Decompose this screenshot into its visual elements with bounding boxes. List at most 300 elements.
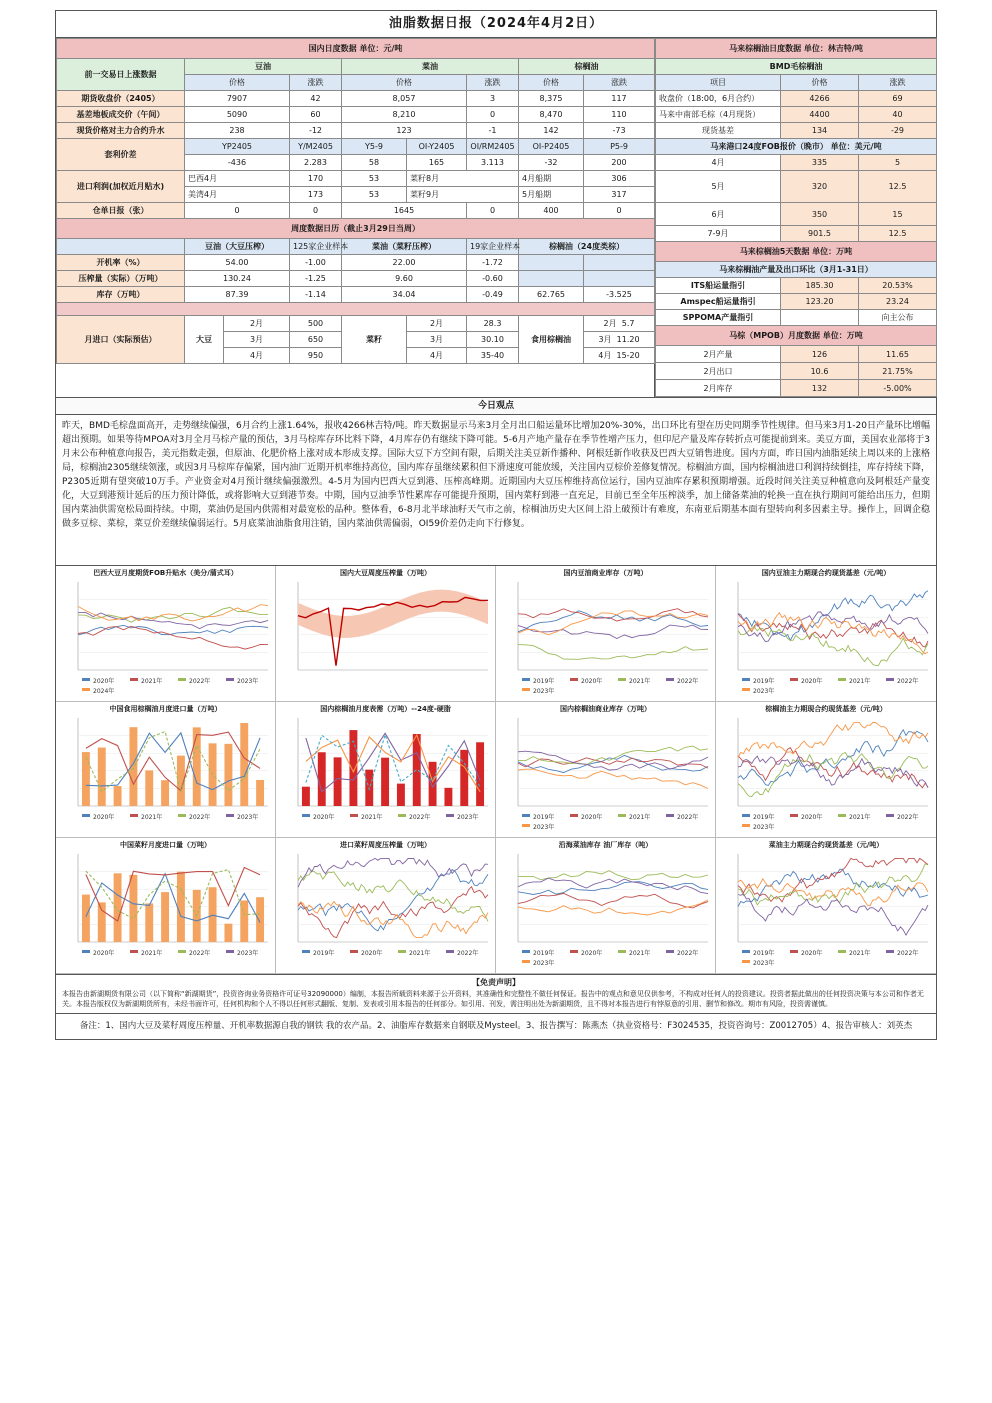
weekly-row: [57, 287, 655, 303]
legend-label: 2021年: [849, 814, 871, 821]
row-receipt: [57, 203, 655, 219]
legend-swatch: [82, 814, 90, 817]
cell: 2.283: [290, 155, 342, 171]
legend-swatch: [226, 814, 234, 817]
cell: 1645: [342, 203, 467, 219]
weekly-sub: 19家企业样本: [467, 239, 519, 255]
legend-swatch: [742, 814, 750, 817]
bar: [224, 924, 232, 942]
cell: Y/M2405: [290, 139, 342, 155]
cell: 34.04: [342, 287, 467, 303]
cell: 165: [407, 155, 467, 171]
chart-panel: [716, 566, 936, 702]
legend-label: 2023年: [533, 824, 555, 831]
series-line: [518, 893, 708, 908]
legend-label: 2019年: [533, 950, 555, 957]
row-label: 马来中南部毛棕（4月现货）: [656, 107, 781, 123]
bar: [161, 892, 169, 942]
bar: [82, 752, 90, 806]
fob-row: [656, 226, 937, 242]
cell: 62.765: [519, 287, 584, 303]
legend-label: 2020年: [801, 950, 823, 957]
cell: 238: [185, 123, 290, 139]
legend-swatch: [666, 678, 674, 681]
chart-title: 菜油主力期现合约现货基差（元/吨）: [768, 841, 884, 849]
cell: 10.6: [781, 363, 859, 380]
legend-label: 2020年: [801, 678, 823, 685]
legend-swatch: [666, 950, 674, 953]
chg-head: 涨跌: [859, 75, 937, 91]
price-head: 价格: [519, 75, 584, 91]
bar: [256, 780, 264, 806]
series-line: [518, 746, 708, 765]
price-head: 价格: [342, 75, 467, 91]
row-label: 收盘价（18:00，6月合约）: [656, 91, 781, 107]
bmd-row: [656, 107, 937, 123]
cell: 306: [584, 171, 655, 187]
domestic-pane: [56, 38, 655, 397]
cell: [584, 348, 655, 364]
cell: 12.5: [859, 226, 937, 242]
legend-label: 2019年: [753, 678, 775, 685]
malaysia-pane: [655, 38, 936, 397]
series-line: [298, 858, 488, 887]
legend-swatch: [446, 814, 454, 817]
legend-swatch: [302, 950, 310, 953]
cell: 110: [584, 107, 655, 123]
chart-panel: [56, 566, 276, 702]
chart-svg: [496, 702, 716, 838]
legend-label: 2021年: [849, 678, 871, 685]
legend-label: 2020年: [581, 950, 603, 957]
legend-label: 2021年: [141, 950, 163, 957]
legend-label: 2022年: [457, 950, 479, 957]
cell: -1.72: [467, 255, 519, 271]
legend-label: 2020年: [93, 814, 115, 821]
cell: Y5-9: [342, 139, 407, 155]
bar: [177, 872, 185, 942]
legend-label: 2021年: [409, 950, 431, 957]
cell: 335: [781, 155, 859, 171]
data-tables: [56, 38, 936, 397]
report-title: 油脂数据日报（2024年4月2日）: [56, 11, 936, 38]
row-label: 进口利润(加权近月贴水): [57, 171, 185, 203]
cell: 5月船期: [519, 187, 584, 203]
chart-svg: [56, 566, 276, 702]
view-text: 昨天，BMD毛棕盘面高开，走势继续偏强，6月合约上涨1.64%，报收4266林吉特/吨。昨天数据显示马来3月全月出口船运量环比增加20%-30%，出口环比有望在历史同期季节性规律。但马来3月1-20日产量环比增幅超出预期。如果等待MPOA对3月全月马棕产量的预估，3月马棕库存环比料下降，4月库存仍有继续下降可能。5-6月产地产量存在季节性增产压力，但印尼产量及库存转折点可能提前到来。美豆方面，美国农业部将于3月末公布种植意向报告，美元指数走强，但原油、化肥价格上涨对成本形成支撑。国际大豆下方空间有限，后期关注美豆新作播种、阿根廷新作收获及巴西大豆销售进度。国内方面，昨日国内油脂延续上周以来的上涨格局，棕榈油2305继续领涨，或因3月马棕库存偏紧，国内油厂近期开机率维持高位，国内库存虽继续累积但下滑速度可能放缓，关注国内豆棕价差修复情况。棕榈油方面，国内棕榈油进口利润持续倒挂，库存持续下降，P2305近期有望突破10万手。产业资金对4月预计继续偏强激烈。4-5月为国内巴西大豆到港、压榨高峰期。近期国内大豆压榨维持高位运行，国内豆油库存累积预期增强。近段时间关注美豆种植意向及阿根廷产量变化，大豆到港预计延后的压力预计降低，或将影响大豆到港节奏。中期，国内豆油季节性累库存可能提升预期，国内菜籽到港一直充足，目前已至全年压榨淡季，加上储备菜油的轮换一直在执行期间可能给出压力，但期国内菜油供需宽松局面持续。中期，菜油仍是国内供需相对最宽松的品种。整体看，6-8月北半球油籽天气市之前，棕榈油历史大区间上沿上破预计有难度，东南亚后期基本面有望转向利多因素主导。操作上，回调企稳做多豆棕、菜棕，菜豆价差继续偏弱运行。5月底菜油油脂食用注销，国内菜油供需偏弱，OI59价差仍走向下行修复。: [62, 421, 930, 529]
cell: 4月: [224, 348, 290, 364]
chart-svg: [716, 566, 936, 702]
disclaimer: [56, 974, 936, 1013]
legend-swatch: [522, 678, 530, 681]
cell: 950: [290, 348, 342, 364]
legend-swatch: [82, 950, 90, 953]
chart-panel: [496, 838, 716, 974]
chart-svg: [496, 838, 716, 974]
legend-swatch: [570, 814, 578, 817]
legend-swatch: [742, 688, 750, 691]
row-label: 开机率（%）: [57, 255, 185, 271]
cell: 0: [467, 203, 519, 219]
row-basis: [57, 107, 655, 123]
row-label: 期货收盘价（2405）: [57, 91, 185, 107]
chart-panel: [276, 838, 496, 974]
malaysia-table: [655, 38, 937, 397]
legend-label: 2021年: [141, 814, 163, 821]
bar: [145, 770, 153, 806]
row-futures: [57, 91, 655, 107]
legend-swatch: [570, 678, 578, 681]
legend-swatch: [618, 950, 626, 953]
series-line: [518, 900, 708, 915]
legend-label: 2020年: [581, 814, 603, 821]
legend-label: 2022年: [897, 950, 919, 957]
row-label: 2月产量: [656, 346, 781, 363]
prod-header: 马来棕榈油5天数据 单位：万吨: [656, 242, 937, 262]
cell: 菜籽8月: [407, 171, 519, 187]
legend-swatch: [226, 678, 234, 681]
cell: [781, 310, 859, 326]
cell: 5: [859, 155, 937, 171]
bar: [98, 902, 106, 942]
legend-swatch: [838, 814, 846, 817]
price-head: 价格: [185, 75, 290, 91]
value: 5.7: [621, 319, 635, 328]
spacer: [57, 303, 655, 316]
bar: [129, 875, 137, 942]
bar: [256, 897, 264, 942]
cell: OI-Y2405: [407, 139, 467, 155]
row-spot: [57, 123, 655, 139]
cell: -5.00%: [859, 380, 937, 397]
cell: [519, 255, 584, 271]
cell: -12: [290, 123, 342, 139]
legend-label: 2019年: [313, 950, 335, 957]
cell: -0.49: [467, 287, 519, 303]
cell: 170: [290, 171, 342, 187]
chart-title: 国内豆油主力期现合约现货基差（元/吨）: [761, 569, 891, 577]
legend-swatch: [130, 950, 138, 953]
monthly-rape: 菜籽: [342, 316, 407, 364]
cell: 8,375: [519, 91, 584, 107]
legend-swatch: [790, 678, 798, 681]
cell: 0: [290, 203, 342, 219]
legend-swatch: [886, 814, 894, 817]
chart-svg: [276, 566, 496, 702]
cell: 9.60: [342, 271, 467, 287]
chart-panel: [716, 702, 936, 838]
chart-title: 国内豆油商业库存（万吨）: [563, 569, 648, 577]
cell: 123.20: [781, 294, 859, 310]
legend-swatch: [178, 814, 186, 817]
chart-title: 巴西大豆月度期货FOB升贴水（美分/蒲式耳）: [93, 569, 238, 577]
bmd-label: BMD毛棕榈油: [656, 59, 937, 75]
chart-title: 进口菜籽周度压榨量（万吨）: [340, 841, 431, 849]
legend-label: 2024年: [93, 688, 115, 695]
cell: 12.5: [859, 171, 937, 203]
chart-title: 国内大豆周度压榨量（万吨）: [340, 569, 431, 577]
cell: 130.24: [185, 271, 290, 287]
month: 2月: [603, 319, 617, 328]
legend-label: 2022年: [189, 814, 211, 821]
mpob-row: [656, 346, 937, 363]
legend-label: 2022年: [897, 678, 919, 685]
malaysia-header: 马来棕榈油日度数据 单位：林吉特/吨: [656, 39, 937, 59]
legend-swatch: [350, 814, 358, 817]
domestic-table: [56, 38, 655, 364]
series-line: [298, 870, 488, 931]
legend-swatch: [398, 814, 406, 817]
series-line: [738, 722, 928, 757]
chart-svg: [56, 702, 276, 838]
legend-label: 2023年: [753, 960, 775, 967]
cell: 7907: [185, 91, 290, 107]
item-head: 项目: [656, 75, 781, 91]
row-label: 库存（万吨）: [57, 287, 185, 303]
chart-svg: [496, 566, 716, 702]
legend-swatch: [130, 678, 138, 681]
legend-label: 2023年: [237, 678, 259, 685]
cell: 0: [584, 203, 655, 219]
fob-row: [656, 203, 937, 226]
row-label: 仓单日报（张）: [57, 203, 185, 219]
chart-title: 沿海菜油库存 油厂库存（吨）: [558, 841, 653, 849]
row-label: 2月出口: [656, 363, 781, 380]
chart-svg: [716, 838, 936, 974]
cell: -29: [859, 123, 937, 139]
legend-swatch: [226, 950, 234, 953]
chg-head: 涨跌: [467, 75, 519, 91]
chart-panel: [496, 566, 716, 702]
legend-swatch: [742, 678, 750, 681]
row-label: 2月库存: [656, 380, 781, 397]
legend-swatch: [618, 814, 626, 817]
chart-title: 中国菜籽月度进口量（万吨）: [120, 841, 211, 849]
monthly-soy: 大豆: [185, 316, 224, 364]
monthly-label: 月进口（实际预估）: [57, 316, 185, 364]
mpob-row: [656, 380, 937, 397]
cell: 60: [290, 107, 342, 123]
cell: 4400: [781, 107, 859, 123]
bar: [82, 895, 90, 942]
legend-label: 2022年: [189, 950, 211, 957]
legend-label: 2020年: [361, 950, 383, 957]
cell: 69: [859, 91, 937, 107]
legend-label: 2023年: [533, 688, 555, 695]
legend-swatch: [446, 950, 454, 953]
cell: [584, 255, 655, 271]
cell: -1: [467, 123, 519, 139]
row-label: 基差地板成交价（午间）: [57, 107, 185, 123]
chart-svg: [716, 702, 936, 838]
cell: [584, 316, 655, 332]
weekly-row: [57, 255, 655, 271]
legend-swatch: [178, 950, 186, 953]
legend-swatch: [886, 678, 894, 681]
disclaimer-title: 【免责声明】: [472, 978, 520, 987]
cell: [519, 271, 584, 287]
legend-swatch: [838, 678, 846, 681]
row-label: 套利价差: [57, 139, 185, 171]
cell: 4月: [407, 348, 467, 364]
cell: 28.3: [467, 316, 519, 332]
row-label: 现货价格对主力合约升水: [57, 123, 185, 139]
cell: 20.53%: [859, 278, 937, 294]
cell: 117: [584, 91, 655, 107]
value: 11.20: [616, 335, 640, 344]
fob-row: [656, 171, 937, 203]
legend-label: 2020年: [313, 814, 335, 821]
legend-swatch: [570, 950, 578, 953]
legend-swatch: [666, 814, 674, 817]
cell: 350: [781, 203, 859, 226]
legend-swatch: [350, 950, 358, 953]
cell: 200: [584, 155, 655, 171]
cell: 317: [584, 187, 655, 203]
cell: 4月: [656, 155, 781, 171]
legend-label: 2021年: [629, 678, 651, 685]
cell: [584, 271, 655, 287]
chg-head: 涨跌: [290, 75, 342, 91]
chart-panel: [276, 702, 496, 838]
legend-label: 2023年: [237, 814, 259, 821]
legend-swatch: [742, 950, 750, 953]
cell: 58: [342, 155, 407, 171]
series-line: [518, 871, 708, 880]
bar: [397, 784, 405, 806]
mpob-row: [656, 363, 937, 380]
legend-label: 2020年: [93, 950, 115, 957]
cell: OI/RM2405: [467, 139, 519, 155]
legend-swatch: [790, 950, 798, 953]
chart-panel: [276, 566, 496, 702]
bmd-row: [656, 91, 937, 107]
cell: 3月: [407, 332, 467, 348]
month: 4月: [598, 351, 612, 360]
bar: [114, 873, 122, 942]
legend-swatch: [742, 960, 750, 963]
cell: -3.525: [584, 287, 655, 303]
legend-label: 2023年: [753, 688, 775, 695]
cell: -0.60: [467, 271, 519, 287]
cell: 23.24: [859, 294, 937, 310]
cell: 3: [467, 91, 519, 107]
cell: 6月: [656, 203, 781, 226]
cell: 650: [290, 332, 342, 348]
legend-swatch: [302, 814, 310, 817]
chart-svg: [276, 838, 496, 974]
legend-swatch: [522, 814, 530, 817]
bar: [240, 723, 248, 806]
cell: 21.75%: [859, 363, 937, 380]
weekly-sub-rape: 菜油（菜籽压榨）: [342, 239, 467, 255]
cell: 8,057: [342, 91, 467, 107]
bar: [209, 887, 217, 942]
legend-label: 2019年: [533, 678, 555, 685]
legend-label: 2023年: [237, 950, 259, 957]
cell: 8,210: [342, 107, 467, 123]
legend-label: 2022年: [409, 814, 431, 821]
legend-swatch: [522, 688, 530, 691]
legend-swatch: [886, 950, 894, 953]
series-line: [738, 612, 928, 642]
chart-title: 国内棕榈油月度表需（万吨）--24度-硬脂: [320, 705, 451, 713]
cell: 8,470: [519, 107, 584, 123]
range-band: [298, 590, 488, 638]
weekly-row: [57, 271, 655, 287]
legend-label: 2019年: [753, 950, 775, 957]
legend-label: 2019年: [753, 814, 775, 821]
col-soy: 豆油: [185, 59, 342, 75]
row-import-1: [57, 171, 655, 187]
cell: 185.30: [781, 278, 859, 294]
legend-label: 2022年: [897, 814, 919, 821]
cell: 123: [342, 123, 467, 139]
legend-label: 2023年: [533, 960, 555, 967]
legend-swatch: [522, 950, 530, 953]
legend-label: 2022年: [677, 678, 699, 685]
chart-panel: [56, 838, 276, 974]
series-line: [738, 894, 928, 935]
legend-label: 2021年: [849, 950, 871, 957]
legend-swatch: [742, 824, 750, 827]
cell: 4月船期: [519, 171, 584, 187]
legend-label: 2022年: [677, 950, 699, 957]
cell: 5090: [185, 107, 290, 123]
cell: 134: [781, 123, 859, 139]
bar: [98, 748, 106, 806]
chart-title: 棕榈油主力期现合约现货基差（元/吨）: [765, 705, 887, 713]
bar: [460, 750, 468, 806]
legend-label: 2023年: [753, 824, 775, 831]
chg-head: 涨跌: [584, 75, 655, 91]
cell: 132: [781, 380, 859, 397]
bar: [302, 787, 310, 806]
series-line: [86, 732, 260, 791]
cell: 22.00: [342, 255, 467, 271]
cell: [584, 332, 655, 348]
cell: 2月: [224, 316, 290, 332]
bar: [381, 758, 389, 806]
cell: 40: [859, 107, 937, 123]
cell: 15: [859, 203, 937, 226]
bar: [161, 780, 169, 806]
weekly-sub: 125家企业样本: [290, 239, 342, 255]
cell: 30.10: [467, 332, 519, 348]
cell: 7-9月: [656, 226, 781, 242]
bar: [413, 734, 421, 806]
remark: 备注：1、国内大豆及菜籽周度压榨量、开机率数据源自我的钢铁 我的农产品。2、油脂库存数据来自钢联及Mysteel。3、报告撰写：陈燕杰（执业资格号：F3024535，投资咨询号：Z0012705）4、报告审核人：刘英杰: [56, 1013, 936, 1039]
price-head: 价格: [781, 75, 859, 91]
row-label: ITS船运量指引: [656, 278, 781, 294]
cell: 0: [467, 107, 519, 123]
weekly-header: 周度数据日历（截止3月29日当周）: [57, 219, 655, 239]
legend-label: 2021年: [141, 678, 163, 685]
chart-title: 国内棕榈油商业库存（万吨）: [560, 705, 651, 713]
cell: 320: [781, 171, 859, 203]
cell: 500: [290, 316, 342, 332]
legend-label: 2022年: [677, 814, 699, 821]
cell: OI-P2405: [519, 139, 584, 155]
cell: 5月: [656, 171, 781, 203]
cell: 2月: [407, 316, 467, 332]
chart-panel: [716, 838, 936, 974]
legend-label: 2019年: [533, 814, 555, 821]
view-title: 今日观点: [56, 397, 936, 415]
cell: 42: [290, 91, 342, 107]
legend-label: 2020年: [801, 814, 823, 821]
legend-label: 2021年: [361, 814, 383, 821]
